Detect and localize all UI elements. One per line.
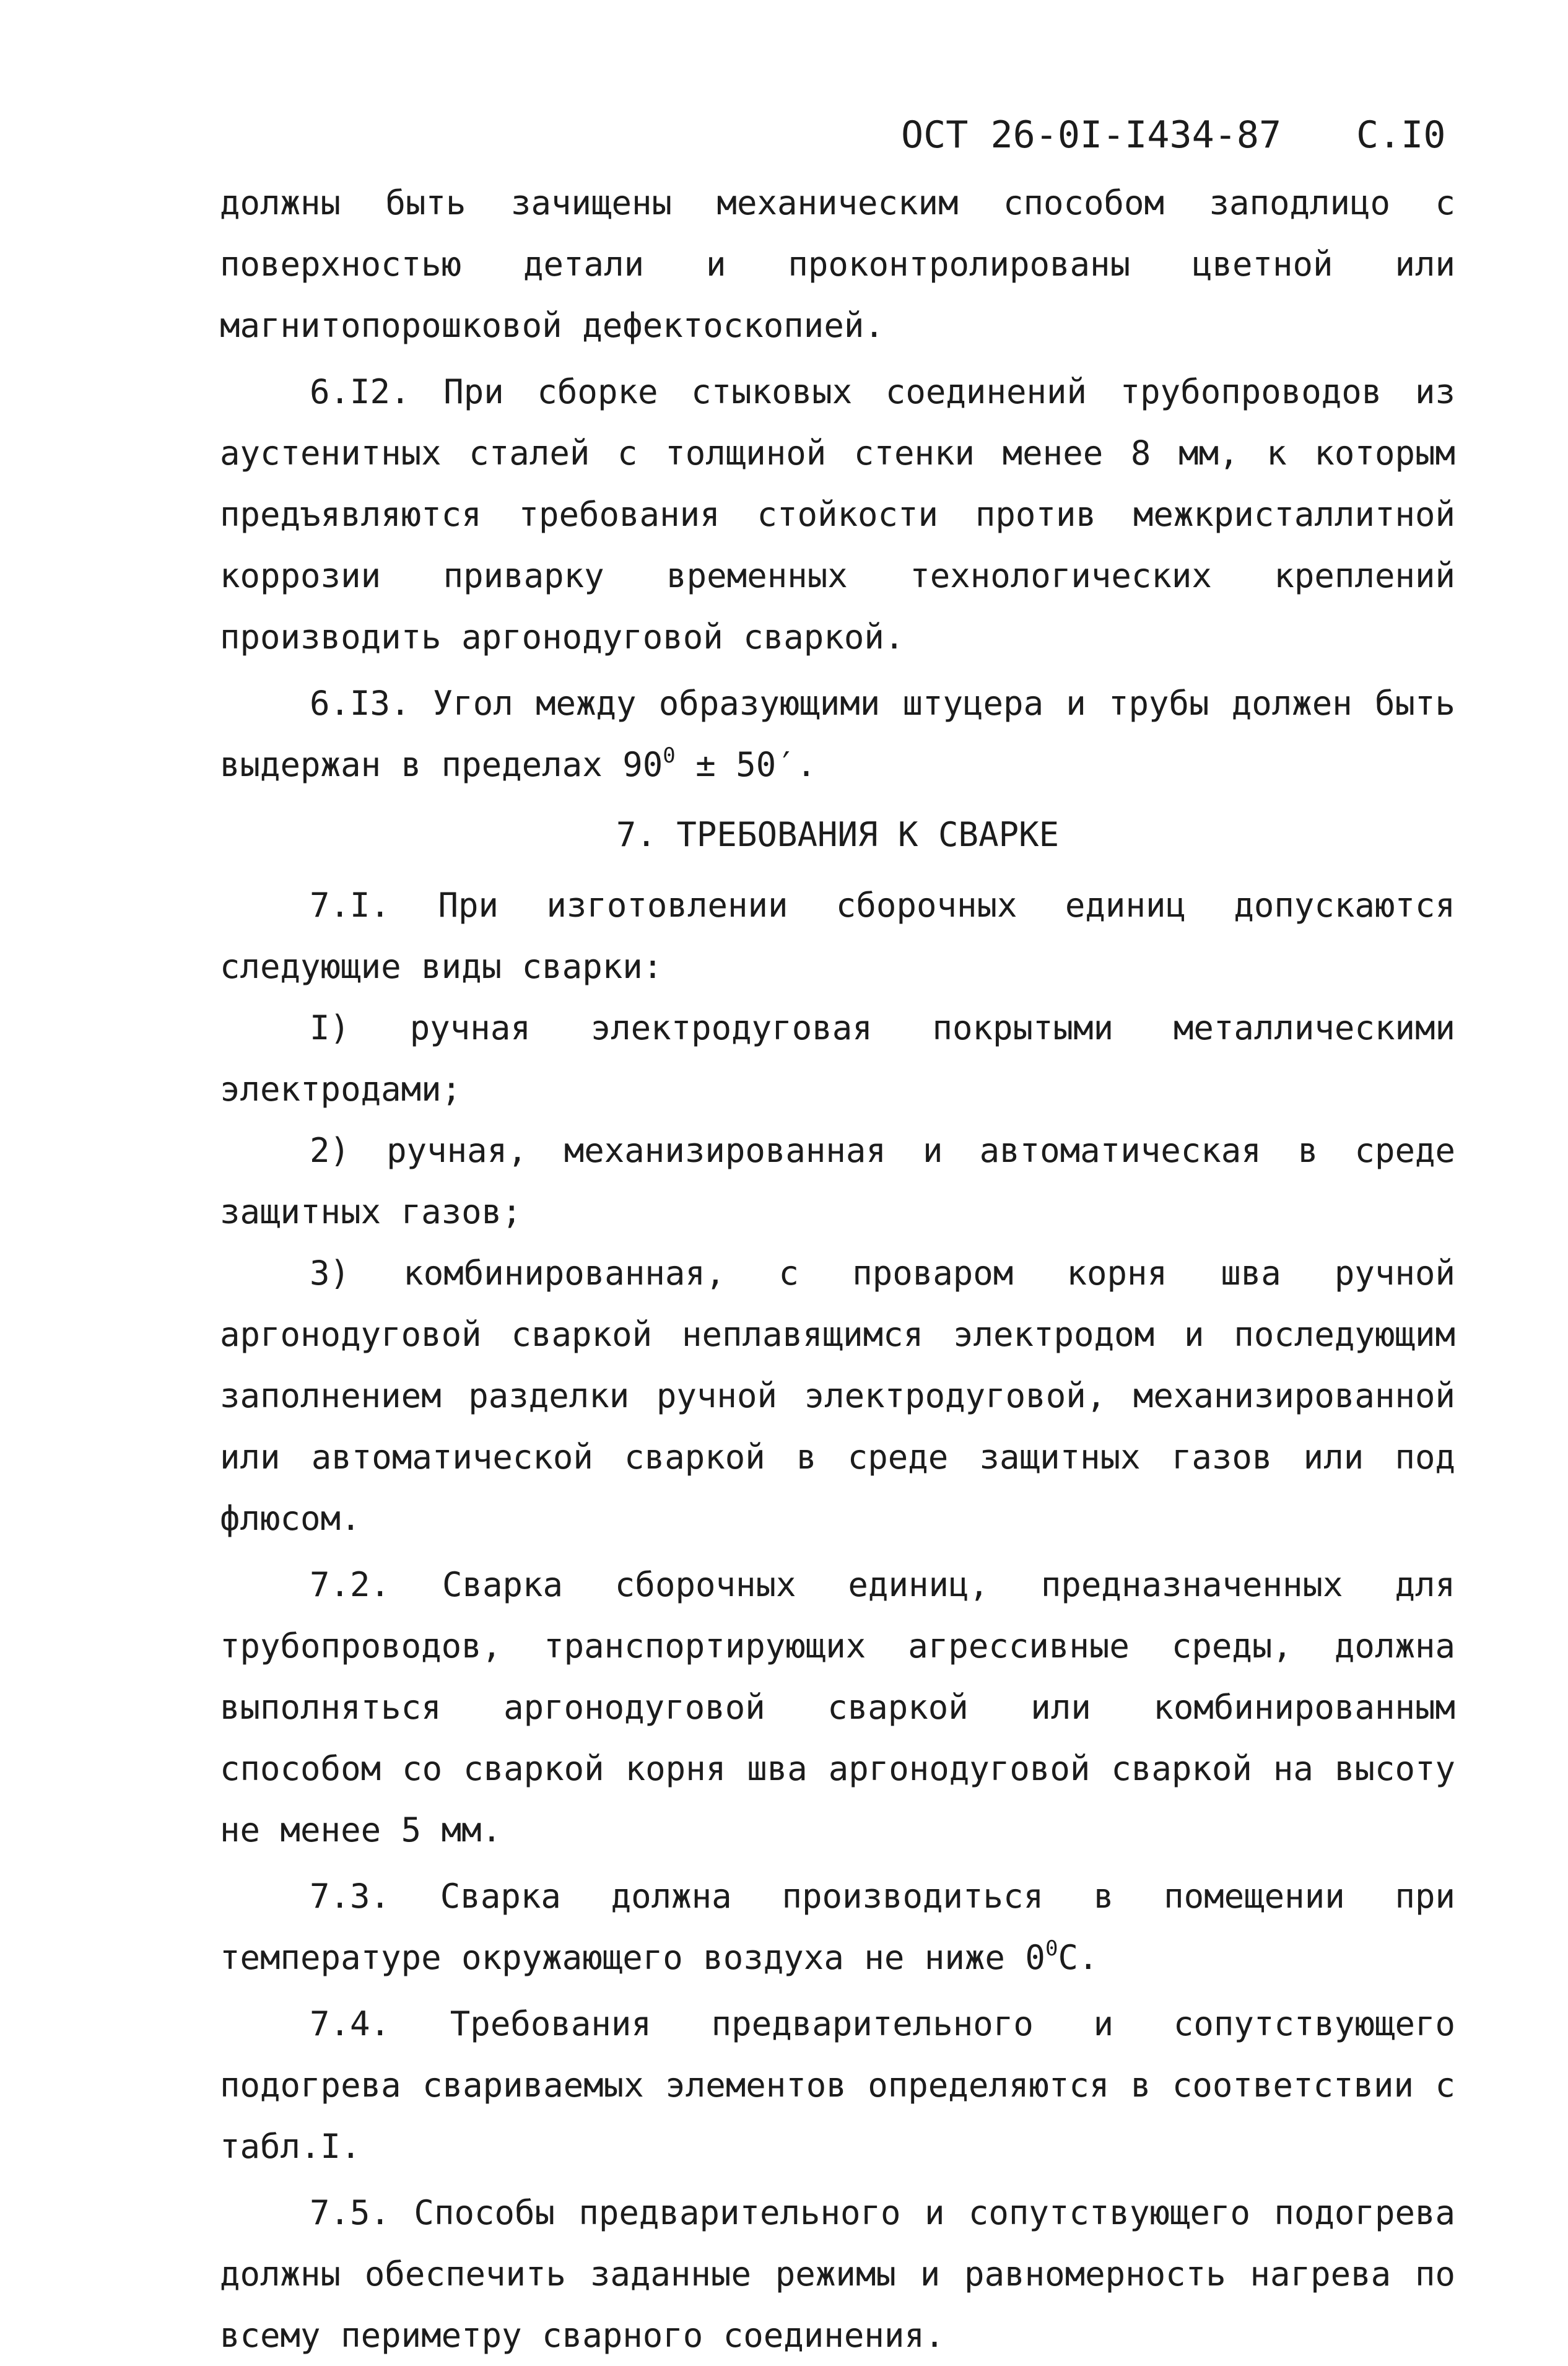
document-body: [220, 172, 1455, 2366]
paragraph-6-13-tolerance: ± 50′.: [675, 745, 817, 784]
paragraph-7-5: 7.5. Способы предварительного и сопутствующего подогрева должны обеспечить заданные режимы и равномерность нагрева по всему периметру сварного соединения.: [220, 2193, 1455, 2355]
paragraph-6-13-text: 6.I3. Угол между образующими штуцера и трубы должен быть выдержан в пределах 90: [220, 684, 1455, 784]
paragraph-6-13: [220, 673, 1455, 795]
degree-superscript: 0: [663, 743, 676, 768]
list-item-3: 3) комбинированная, с проваром корня шва ручной аргонодуговой сваркой неплавящимся электродом и последующим заполнением разделки ручной электродуговой, механизированной или автоматической сваркой в среде защитных газов или под флюсом.: [220, 1254, 1455, 1538]
paragraph-7-3: [220, 1866, 1455, 1988]
section-heading: 7. ТРЕБОВАНИЯ К СВАРКЕ: [616, 815, 1060, 854]
document-code: ОСТ 26-0I-I434-87: [901, 113, 1282, 157]
page-header: [0, 104, 1568, 166]
page-number: С.I0: [1356, 113, 1446, 157]
list-item-1: I) ручная электродуговая покрытыми металлическими электродами;: [220, 1008, 1455, 1109]
paragraph-7-4: 7.4. Требования предварительного и сопутствующего подогрева свариваемых элементов определяются в соответствии с табл.I.: [220, 2004, 1455, 2166]
paragraph-7-1: 7.I. При изготовлении сборочных единиц допускаются следующие виды сварки:: [220, 886, 1455, 986]
paragraph-6-12: 6.I2. При сборке стыковых соединений трубопроводов из аустенитных сталей с толщиной стенки менее 8 мм, к которым предъявляются требования стойкости против межкристаллитной коррозии приварку временных технологических креплений производить аргонодуговой сваркой.: [220, 372, 1455, 657]
celsius-degree-superscript: 0: [1045, 1936, 1058, 1961]
paragraph-7-2: 7.2. Сварка сборочных единиц, предназначенных для трубопроводов, транспортирующих агрессивные среды, должна выполняться аргонодуговой сваркой или комбинированным способом со сваркой корня шва аргонодуговой сваркой на высоту не менее 5 мм.: [220, 1565, 1455, 1849]
paragraph-continuation: должны быть зачищены механическим способом заподлицо с поверхностью детали и проконтролированы цветной или магнитопорошковой дефектоскопией.: [220, 183, 1455, 345]
paragraph-7-3-text: 7.3. Сварка должна производиться в помещении при температуре окружающего воздуха не ниже 0: [220, 1877, 1455, 1977]
list-item-2: 2) ручная, механизированная и автоматическая в среде защитных газов;: [220, 1131, 1455, 1231]
paragraph-7-3-unit: С.: [1058, 1938, 1099, 1977]
